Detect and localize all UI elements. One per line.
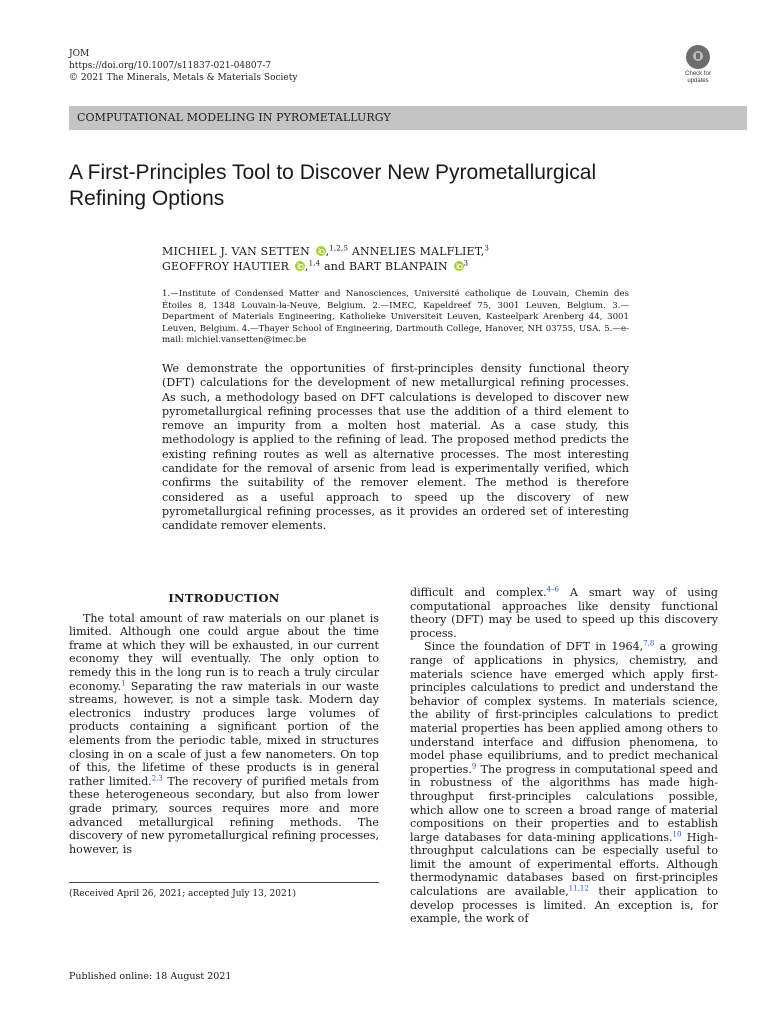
body-paragraph: Since the foundation of DFT in 1964,$^{7,8}$ a growing range of applications in physics, chemistry, and materials science have emerged which apply first-principles calculations to predict and understand the behavior of complex systems. In materials science, the ability of first-principles calculations to predict material properties has been applied among others to understand interface and diffusion phenomena, to model phase equilibriums, and to predict mechanical properties.$^9$ The progress in computational speed and in robustness of the algorithms has made high-throughput first-principles calculations possible, which allow one to screen a broad range of material compositions on their properties and to establish large databases for data-mining applications.$^{10}$ High-throughput calculations can be especially useful to limit the amount of experimental efforts. Although thermodynamic databases based on first-principles calculations are available,$^{11,12}$ their application to develop processes is limited. An exception is, for example, the work of <box>410 639 718 926</box>
title-line-2: Refining Options <box>69 187 225 210</box>
citation-link[interactable]: 7,8 <box>643 639 655 648</box>
left-column <box>69 592 379 856</box>
orcid-icon[interactable] <box>295 261 305 271</box>
author-name: GEOFFROY HAUTIER <box>162 260 290 273</box>
affiliation-superscript: 1,4 <box>308 259 321 268</box>
article-title <box>69 160 749 212</box>
citation-link[interactable]: 1 <box>121 678 126 687</box>
bookmark-icon <box>686 45 710 69</box>
footnote-divider <box>69 882 379 883</box>
affiliation-superscript: 3 <box>463 259 469 268</box>
body-paragraph: The total amount of raw materials on our planet is limited. Although one could argue about the time frame at which they will be exhausted, in our current economy they will eventually. The only option to remedy this in the long run is to reach a truly circular economy.$^1$ Separating the raw materials in our waste streams, however, is not a simple task. Modern day electronics industry produces large volumes of products containing a significant portion of the elements from the periodic table, mixed in structures closing in on a scale of just a few nanometers. On top of this, the lifetime of these products is in general rather limited.$^{2,3}$ The recovery of purified metals from these heterogeneous secondary, but also from lower grade primary, sources requires more and more advanced metallurgical refining methods. The discovery of new pyrometallurgical refining processes, however, is <box>69 611 380 856</box>
author-name: and BART BLANPAIN <box>324 260 448 273</box>
right-column <box>410 586 718 926</box>
affiliation-superscript: 1,2,5 <box>329 244 349 253</box>
journal-name: JOM <box>69 49 90 59</box>
author-name: MICHIEL J. VAN SETTEN <box>162 245 310 258</box>
author-name: ANNELIES MALFLIET, <box>351 245 485 258</box>
citation-link[interactable]: 11,12 <box>568 884 589 893</box>
copyright-line: © 2021 The Minerals, Metals & Materials Society <box>69 73 298 83</box>
citation-link[interactable]: 9 <box>471 762 477 771</box>
orcid-icon[interactable] <box>316 246 326 256</box>
abstract <box>162 362 629 534</box>
check-for-updates-badge[interactable] <box>678 45 718 91</box>
title-line-1: A First-Principles Tool to Discover New Pyrometallurgical <box>69 161 597 184</box>
citation-link[interactable]: 10 <box>672 830 682 838</box>
section-band <box>69 106 747 130</box>
received-dates: (Received April 26, 2021; accepted July 13, 2021) <box>69 889 296 899</box>
badge-label: Check for updates <box>685 71 711 84</box>
citation-link[interactable]: 4–6 <box>546 585 559 594</box>
citation-link[interactable]: 2,3 <box>151 774 163 783</box>
affiliations: 1.—Institute of Condensed Matter and Nanosciences, Université catholique de Louvain, Chemin des Étoiles 8, 1348 Louvain-la-Neuve, Belgium. 2.—IMEC, Kapeldreef 75, 3001 Leuven, Belgium. 3.—Department of Materials Engineering, Katholieke Universiteit Leuven, Kasteelpark Arenberg 44, 3001 Leuven, Belgium. 4.—Thayer School of Engineering, Dartmouth College, Hanover, NH 03755, USA. 5.—e-mail: michiel.vansetten@imec.be <box>162 289 629 346</box>
doi-link[interactable]: https://doi.org/10.1007/s11837-021-04807-7 <box>69 61 272 71</box>
orcid-icon[interactable] <box>454 261 464 271</box>
section-heading: INTRODUCTION <box>168 591 280 605</box>
section-label: COMPUTATIONAL MODELING IN PYROMETALLURGY <box>77 111 391 124</box>
journal-header <box>69 48 297 84</box>
abstract-text: We demonstrate the opportunities of first-principles density functional theory (DFT) calculations for the development of new metallurgical refining processes. As such, a methodology based on DFT calculations is developed to discover new pyrometallurgical refining processes that use the addition of a third element to remove an impurity from a molten host material. As a case study, this methodology is applied to the refining of lead. The proposed method predicts the existing refining routes as well as alternative processes. The most interesting candidate for the removal of arsenic from lead is experimentally verified, which confirms the suitability of the remover element. The method is therefore considered as a useful approach to speed up the discovery of new pyrometallurgical refining processes, as it provides an ordered set of interesting candidate remover elements. <box>162 362 629 533</box>
body-paragraph: difficult and complex.$^{4-6}$ A smart way of using computational approaches like density functional theory (DFT) may be used to speed up this discovery process. <box>410 585 718 640</box>
published-date: Published online: 18 August 2021 <box>69 971 232 982</box>
author-list: MICHIEL J. VAN SETTEN ,$^{1,2,5}$ ANNELIES MALFLIET,$^3$ GEOFFROY HAUTIER ,$^{1,4}$ and BART BLANPAIN $^3$ <box>162 244 490 273</box>
affiliation-superscript: 3 <box>484 244 490 253</box>
